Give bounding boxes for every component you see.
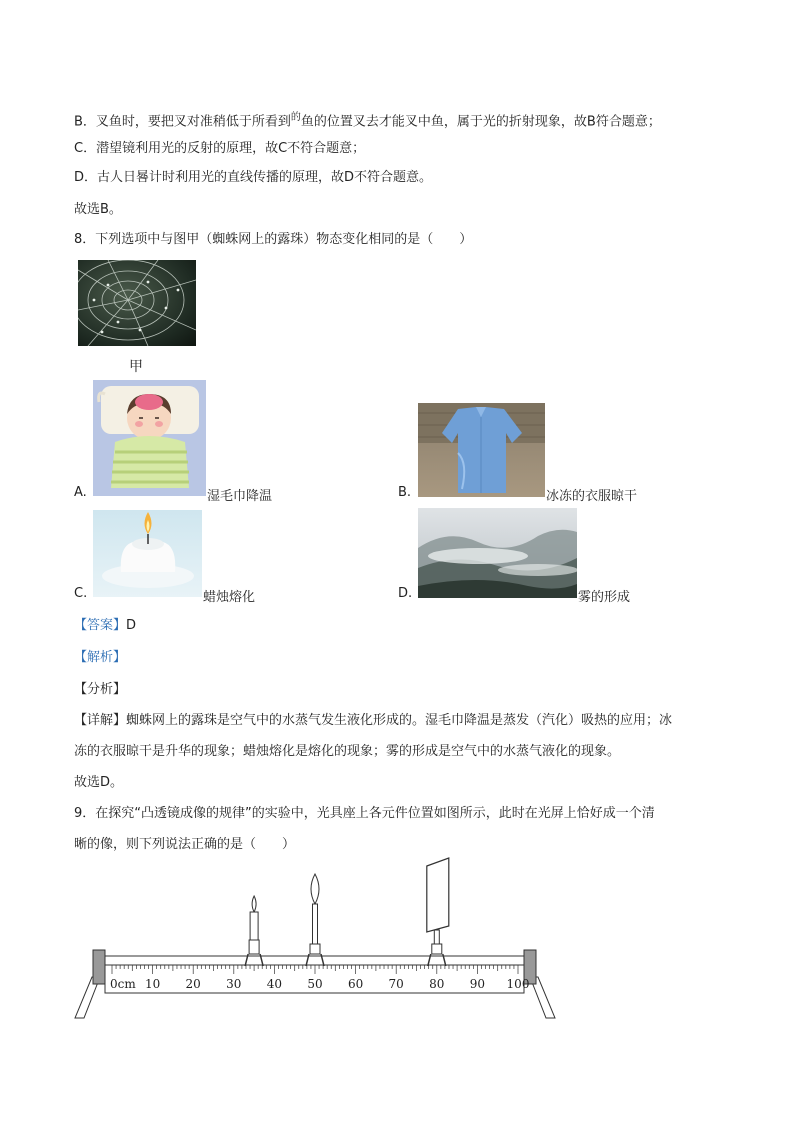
- q9-stem-line1: 9．在探究“凸透镜成像的规律”的实验中，光具座上各元件位置如图所示，此时在光屏上恰好成一个清: [74, 806, 655, 821]
- option-c-image: [93, 510, 202, 597]
- spiderweb-icon: [78, 260, 196, 346]
- detail-line-1: 【详解】蜘蛛网上的露珠是空气中的水蒸气发生液化形成的。湿毛巾降温是蒸发（汽化）吸热的应用；冰: [74, 713, 673, 728]
- ruler-label: 40: [266, 977, 283, 991]
- ruler-label: 100: [506, 977, 530, 991]
- answer-tag: 【答案】: [74, 618, 127, 633]
- optical-bench-diagram: [70, 852, 570, 1027]
- ruler-label: 30: [226, 977, 242, 991]
- q8-stem: 8．下列选项中与图甲（蜘蛛网上的露珠）物态变化相同的是（ ）: [74, 232, 473, 247]
- convex-lens: [306, 874, 324, 966]
- q9-stem-line2: 晰的像，则下列说法正确的是（ ）: [74, 837, 296, 852]
- ruler-label: 60: [347, 977, 364, 991]
- ruler-label: 50: [307, 977, 323, 991]
- fog-icon: [418, 508, 577, 598]
- prev-conclusion: 故选B。: [74, 202, 122, 217]
- melting-candle-icon: [93, 510, 202, 597]
- option-d-letter: D.: [398, 586, 413, 601]
- prev-option-d: D．古人日晷计时利用光的直线传播的原理，故D不符合题意。: [74, 170, 433, 185]
- q8-conclusion: 故选D。: [74, 775, 124, 790]
- ruler-label: 10: [144, 977, 161, 991]
- option-c-text: 蜡烛熔化: [203, 590, 256, 605]
- ruler-label: 0cm: [110, 977, 136, 991]
- option-c-letter: C.: [74, 586, 88, 601]
- option-a-letter: A.: [74, 485, 87, 500]
- option-b-letter: B.: [398, 485, 412, 500]
- left-end-block: [93, 950, 105, 984]
- frozen-shirt-icon: [418, 403, 545, 497]
- figure-spiderweb: [78, 260, 196, 346]
- bench-rail: [105, 956, 524, 965]
- ruler-label: 70: [388, 977, 404, 991]
- option-a-text: 湿毛巾降温: [207, 489, 273, 504]
- light-screen: [427, 858, 449, 966]
- option-d-image: [418, 508, 577, 598]
- ruler-label: 20: [185, 977, 201, 991]
- option-d-text: 雾的形成: [578, 590, 631, 605]
- sick-person-icon: [93, 380, 206, 496]
- fenxi-tag: 【分析】: [74, 682, 127, 697]
- q8-answer: [74, 614, 136, 633]
- answer-value: D: [126, 618, 137, 633]
- prev-option-c: C．潜望镜利用光的反射的原理，故C不符合题意；: [74, 141, 366, 156]
- option-a-image: [93, 380, 206, 496]
- ruler-label: 90: [469, 977, 486, 991]
- figure-caption: 甲: [129, 359, 143, 375]
- option-b-text: 冰冻的衣服晾干: [546, 489, 638, 504]
- prev-option-b: B．叉鱼时，要把叉对准稍低于所看到$^的$鱼的位置叉去才能叉中鱼，属于光的折射现象，故B符合题意；: [74, 112, 661, 130]
- ruler-label: 80: [429, 977, 445, 991]
- detail-line-2: 冻的衣服晾干是升华的现象；蜡烛熔化是熔化的现象；雾的形成是空气中的水蒸气液化的现象。: [74, 744, 621, 759]
- analysis-tag: 【解析】: [74, 650, 127, 665]
- option-b-image: [418, 403, 545, 497]
